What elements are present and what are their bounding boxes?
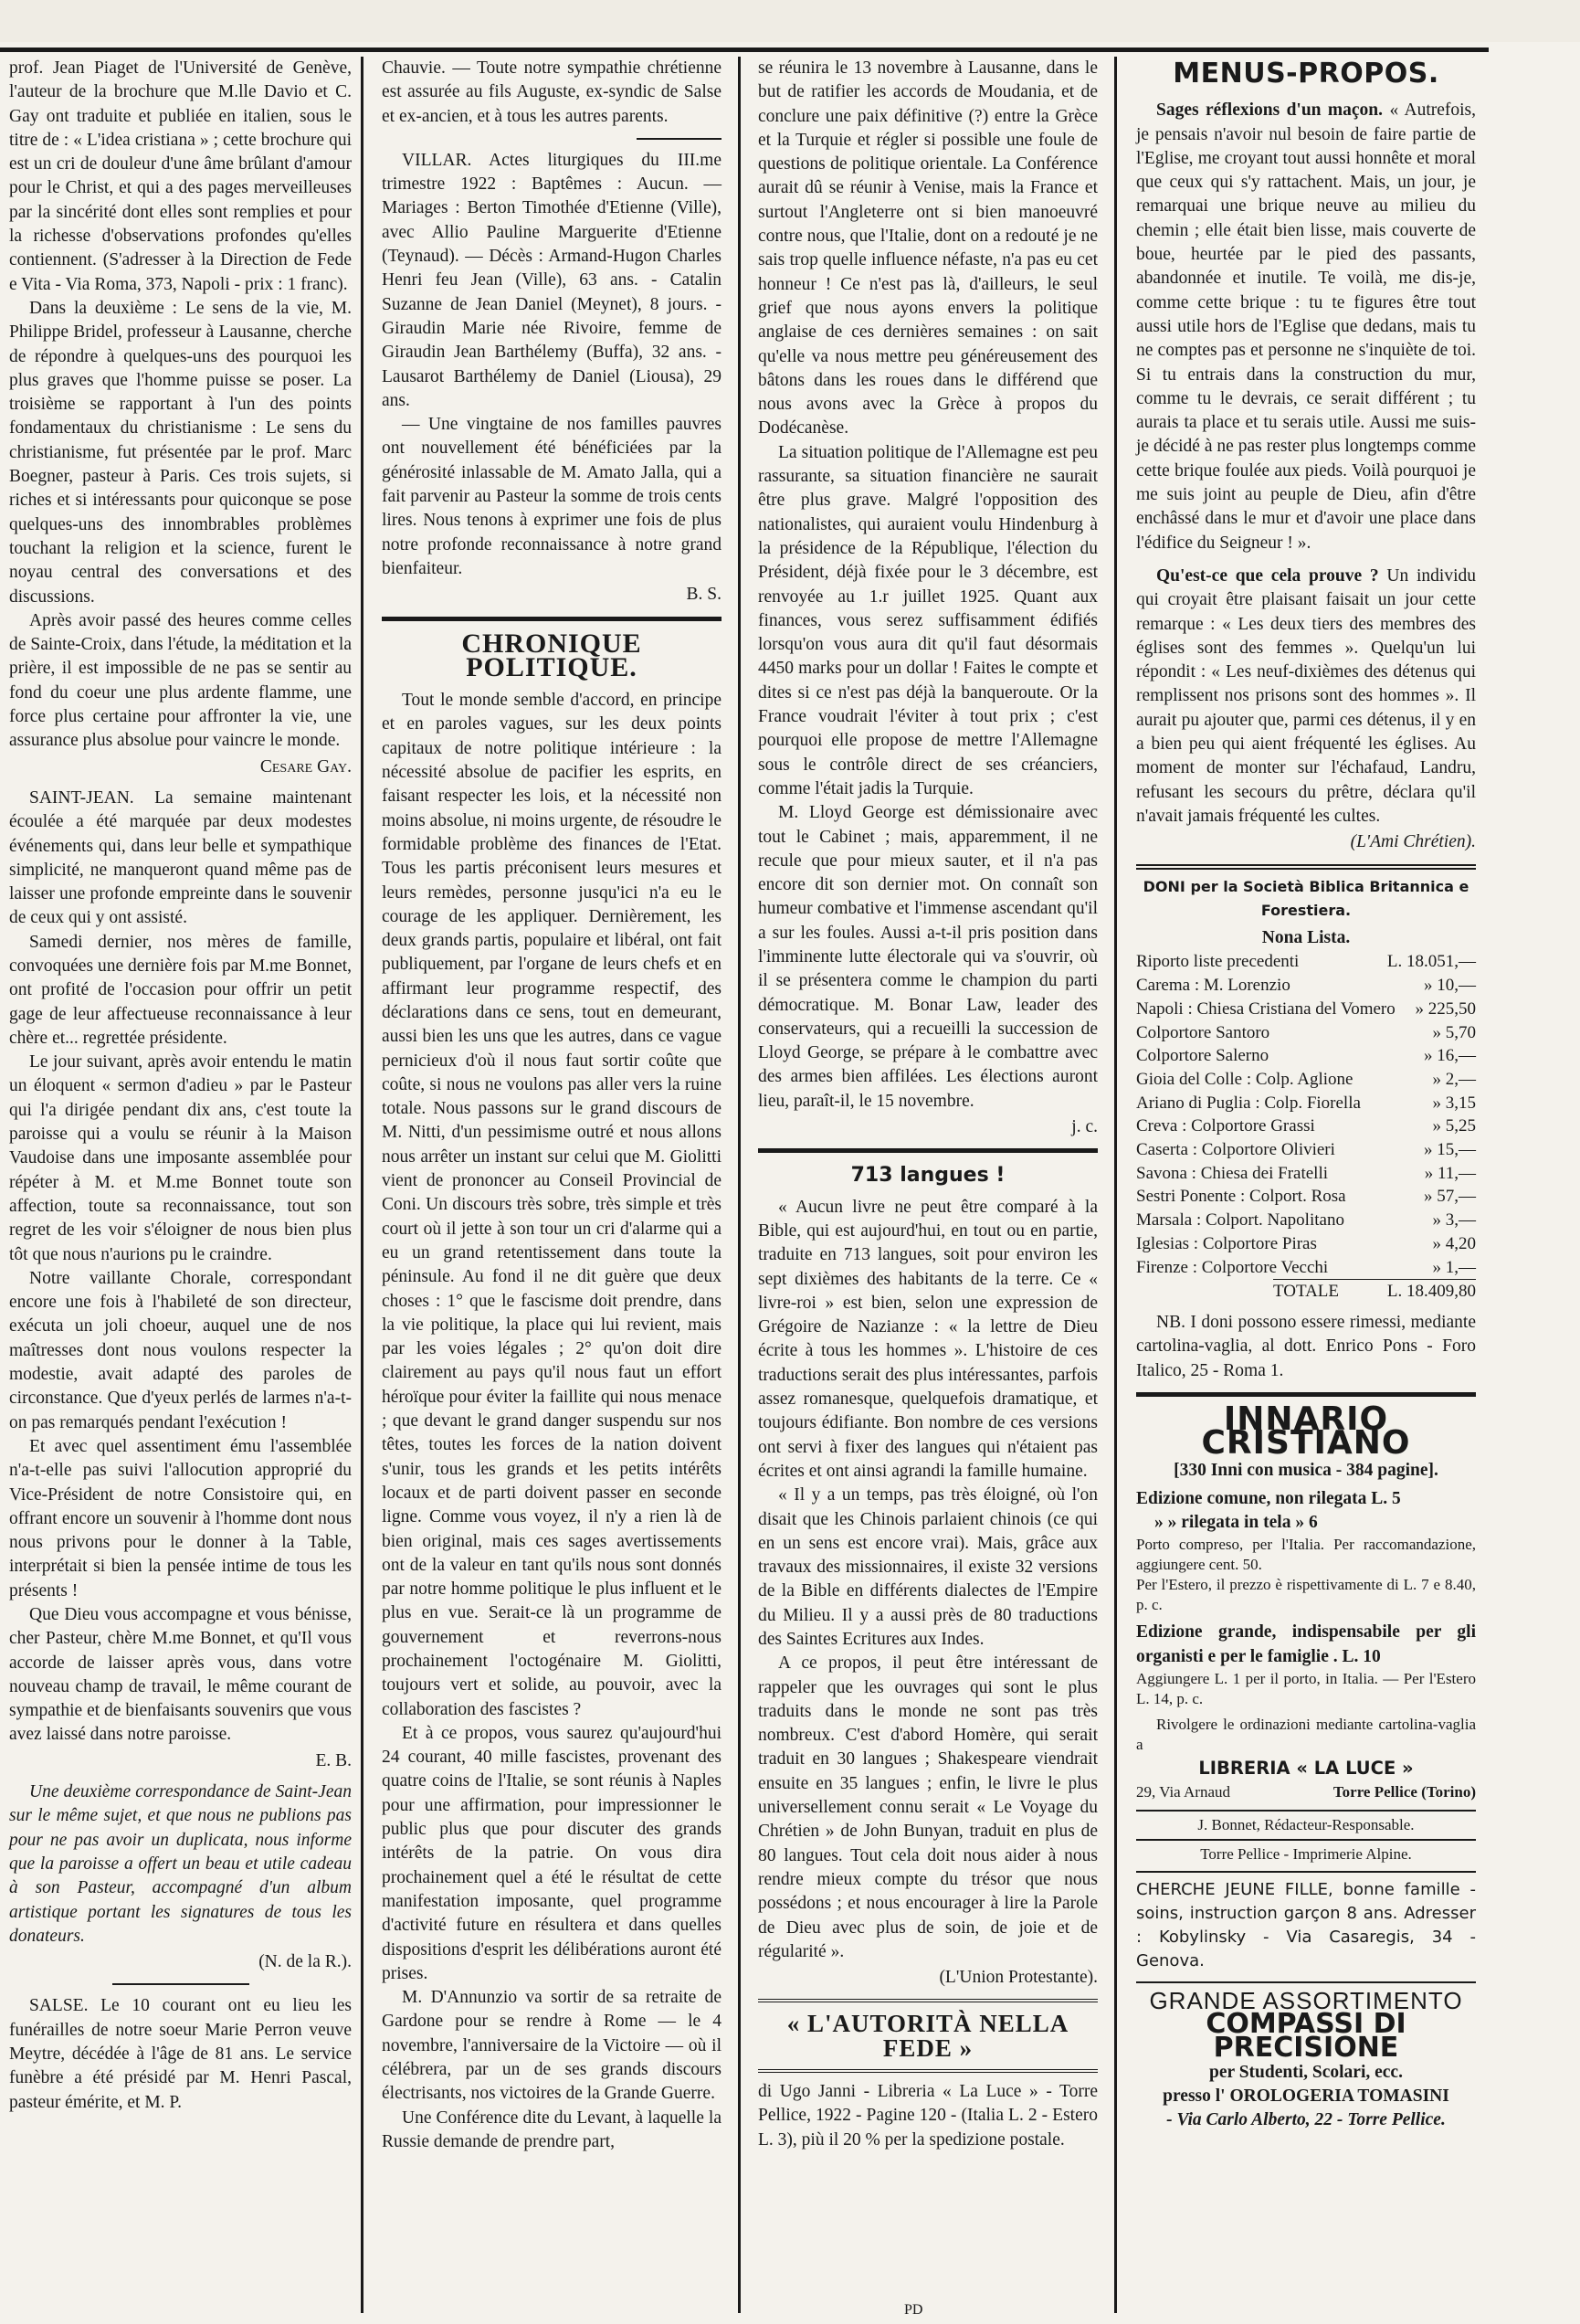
column-2 [382,57,722,2154]
doni-row [1136,1256,1476,1280]
libreria-street: 29, Via Arnaud [1136,1783,1231,1801]
doni-value: » 4,20 [1432,1233,1476,1253]
separator [637,138,722,140]
doni-label: Caserta : Colportore Olivieri [1136,1140,1335,1160]
assort-line2: COMPASSI DI PRECISIONE [1206,2007,1406,2065]
doni-row [1136,1044,1476,1068]
col3-paragraph: « Il y a un temps, pas très éloigné, où l'on disait que les Chinois parlaient chinois (ce qui en un sens est encore vrai). Mais, grâce aux travaux des missionnaires, il existe 32 versions de la Bible en différents dialectes de l'Empire du Milieu. Il y a aussi près de 80 traductions des Saintes Ecritures aux Indes. [758,1485,1098,1649]
col1-paragraph: Après avoir passé des heures comme celles de Sainte-Croix, dans l'étude, la méditation et la prière, il est impossible de ne pas se sentir au fond du coeur une plus ardente flamme, une force plus certaine pour affronter la vie, une assurance plus absolue pour vaincre le monde. [9,610,352,751]
doni-row [1136,1138,1476,1162]
doni-value: » 5,25 [1432,1116,1476,1136]
separator [112,1983,249,1985]
col2-paragraph: Une Conférence dite du Levant, à laquelle la Russie demande de prendre part, [382,2107,722,2151]
doni-label: Colportore Santoro [1136,1022,1270,1042]
doni-label: Creva : Colportore Grassi [1136,1116,1315,1136]
section-rule [1136,1981,1476,1983]
doni-row [1136,998,1476,1021]
doni-value: » 3,15 [1432,1093,1476,1113]
doni-label: Firenze : Colportore Vecchi [1136,1257,1329,1277]
doni-label: Colportore Salerno [1136,1046,1269,1066]
signature: j. c. [1071,1117,1098,1137]
doni-value: » 2,— [1432,1069,1476,1089]
innario-line: Rivolgere le ordinazioni mediante cartolina-vaglia a [1136,1715,1476,1753]
doni-row [1136,1162,1476,1186]
col2-paragraph: VILLAR. Actes liturgiques du III.me trimestre 1922 : Baptêmes : Aucun. — Mariages : Berton Timothée d'Etienne (Ville), avec Allio Pauline Marguerite d'Etienne (Teynaud). — Décès : Armand-Hugon Charles Henri feu Jean (Ville), 63 ans. - Catalin Suzanne de Jean Daniel (Meynet), 8 jours. - Giraudin Marie née Rivoire, femme de Giraudin Jean Barthélemy (Buffa), 32 ans. - Lausarot Barthélemy de Daniel (Liousa), 29 ans. [382,150,722,410]
col4-paragraph: « Autrefois, je pensais n'avoir nul besoin de faire partie de l'Eglise, me croyant tout aussi honnête et moral que ceux qui s'y rattachent. Mais, un jour, je remarquai une brique neuve au milieu du chemin ; elle était bien lisse, mais couverte de boue, heurtée par le pied des passants, abandonnée et inutile. Te voilà, me dis-je, comme cette brique : tu te figures être tout aussi utile hors de l'Eglise que dedans, mais tu ne comptes pas et personne ne s'inquiète de toi. Si tu entrais dans la construction du mur, comme tu le devrais, ce serait différent ; tu aurais ta place et tu serais utile. Aussi me suis-je décidé à ne pas rester plus longtemps comme cette brique foulée aux pieds. Voilà pourquoi je me suis joint au peuple de Dieu, afin d'être enchâssé dans le mur et d'avoir une place dans l'édifice du Seigneur ! ». [1136,100,1477,553]
col3-paragraph: « Aucun livre ne peut être comparé à la Bible, qui est aujourd'hui, en tout ou en partie, traduite en 713 langues, soit pour environ les sept dixièmes des habitants de la terre. Ce « livre-roi » est bien, selon une expression de Grégoire de Nazianze : « la lettre de Dieu écrite à tous les hommes ». L'histoire de ces traductions serait des plus intéressantes, parfois assez romanesque, quelquefois dramatique, et toujours édifiante. Bon nombre de ces versions ont servi à fixer des langues qui n'étaient pas écrites et ont ainsi agrandi la famille humaine. [758,1197,1098,1481]
signature: (L'Union Protestante). [939,1968,1098,1988]
header-band [0,0,1580,42]
top-rule [0,48,1489,52]
libreria-name: LIBRERIA « LA LUCE » [1198,1757,1414,1779]
column-rule [1114,57,1117,2313]
signature: (N. de la R.). [258,1952,352,1972]
doni-value: » 16,— [1424,1046,1476,1066]
doni-row [1136,974,1476,998]
doni-row [1136,950,1476,974]
book-ad-text: di Ugo Janni - Libreria « La Luce » - Torre Pellice, 1922 - Pagine 120 - (Italia L. 2 - Estero L. 3), più il 20 % per la spedizione postale. [758,2082,1098,2150]
section-rule [758,1148,1098,1153]
col2-paragraph: Et à ce propos, vous saurez qu'aujourd'hui 24 courant, 40 mille fascistes, provenant des quatre coins de l'Italie, se sont réunis à Naples pour une affirmation, pour impressionner le public plus que pour discuter des grands intérêts de la patrie. On vous dira prochainement quel a été le résultat de cette manifestation imposante, quel programme d'activité future en résultera et dans quelles dispositions d'esprit les délibérations auront été prises. [382,1723,722,1983]
doni-label: Iglesias : Colportore Piras [1136,1233,1317,1253]
assort-line1: GRANDE ASSORTIMENTO [1149,1986,1463,2014]
doni-row [1136,1232,1476,1256]
book-ad-title: « L'AUTORITÀ NELLA FEDE » [786,2010,1069,2062]
section-heading: CHRONIQUE POLITIQUE. [461,628,642,682]
doni-row [1136,1068,1476,1092]
subheading: Sages réflexions d'un maçon. [1156,100,1384,121]
doni-value: » 225,50 [1415,998,1476,1019]
doni-label: Napoli : Chiesa Cristiana del Vomero [1136,998,1396,1019]
col3-paragraph: A ce propos, il peut être intéressant de rappeler que les ouvrages qui sont le plus traduits dans le monde ne sont pas très nombreux. C'est d'abord Homère, qui serait traduit en 30 langues ; Shakespeare viendrait ensuite en 35 langues ; enfin, le livre le plus universellement connu serait « Le Voyage du Chrétien » de John Bunyan, traduit en plus de 80 langues. Tout cela doit nous aider à nous rendre mieux compte du trésor que nous possédons ; et nous encourager à lire la Parole de Dieu avec plus de soin, de joie et de régularité ». [758,1653,1098,1961]
signature: B. S. [686,585,722,605]
section-rule [1136,864,1476,870]
innario-line: Porto compreso, per l'Italia. Per raccomandazione, aggiungere cent. 50. [1136,1536,1476,1574]
section-rule [382,617,722,621]
section-rule [1136,1392,1476,1397]
col4-paragraph: Un individu qui croyait être plaisant faisait un jour cette remarque : « Les deux tiers des membres des églises sont des femmes ». Quelqu'un lui répondit : « Les neuf-dixièmes des détenus qui remplissent nos prisons sont des hommes ». Il aurait pu ajouter que, parmi ces détenus, il y en a bien peu qui aient fréquenté les églises. Au moment de monter sur l'échafaud, Landru, refusant les secours du prêtre, déclara qu'il n'avait jamais fréquenté les cultes. [1136,565,1476,826]
doni-row [1136,1021,1476,1045]
classified-ad: CHERCHE JEUNE FILLE, bonne famille - soins, instruction garçon 8 ans. Adresser : Kobylinsky - Via Casaregis, 34 - Genova. [1136,1879,1476,1971]
doni-value: » 15,— [1424,1140,1476,1160]
col1-paragraph: Et avec quel assentiment ému l'assemblée n'a-t-elle pas suivi l'allocution approprié du Vice-Président de notre Consistoire qui, en offrant encore un souvenir à l'homme dont nous nous privons pour le donner à la Table, interprétait si bien la pensée intime de tous les présents ! [9,1436,352,1600]
doni-label: Gioia del Colle : Colp. Aglione [1136,1069,1354,1089]
col1-paragraph: Que Dieu vous accompagne et vous bénisse, cher Pasteur, chère M.me Bonnet, et qu'Il vous accorde de laisser après vous, dans votre nouveau champ de travail, le même courant de sympathie et de bienfaisants souvenirs que vous avez laissé dans notre paroisse. [9,1605,352,1745]
col1-paragraph: prof. Jean Piaget de l'Université de Genève, l'auteur de la brochure que M.lle Davio et C. Gay ont traduite et publiée en italien, sous le titre de : « L'idea cristiana » ; cette brochure qui est un cri de douleur d'une âme brûlant d'amour pour le Christ, et qui a des pages merveilleuses par la sincérité dont elles sont remplies et pour la richesse d'observations profondes qu'elles contiennent. (S'adresser à la Direction de Fede e Vita - Via Roma, 373, Napoli - prix : 1 franc). [9,58,352,294]
col1-paragraph: Notre vaillante Chorale, correspondant encore une fois à l'habileté de son directeur, exécuta un joli choeur, auquel une de nos maîtresses dont nous voulons respecter la modestie, avait adapté des paroles de circonstance. Que d'yeux perlés de larmes n'a-t-on pas remarqués pendant l'exécution ! [9,1268,352,1432]
doni-total-row [1273,1279,1476,1304]
innario-title: INNARIO CRISTIANO [1201,1400,1411,1463]
innario-line: Per l'Estero, il prezzo è rispettivamente di L. 7 e 8.40, p. c. [1136,1576,1476,1614]
col1-paragraph: Dans la deuxième : Le sens de la vie, M. Philippe Bridel, professeur à Lausanne, cherche de répondre à quelques-uns des pourquoi les plus graves que l'homme puisse se poser. La troisième se rapportant à l'un des points fondamentaux du christianisme : Le sens du christianisme, fut présentée par le prof. Marc Boegner, pasteur à Paris. Ces trois sujets, si riches et si intéressants pour quiconque se pose quelques-uns des innombrables problèmes touchant la religion et la science, furent le noyau central des conversations et des discussions. [9,298,352,607]
col1-note: Une deuxième correspondance de Saint-Jean sur le même sujet, et que nous ne publions pas pour ne pas avoir un duplicata, nous informe que la paroisse a offert un beau et utile cadeau à son Pasteur, accompagné d'un album artistique portant les signatures de tous les donateurs. [9,1782,352,1946]
editor-line: J. Bonnet, Rédacteur-Responsable. [1197,1815,1415,1833]
doni-label: Ariano di Puglia : Colp. Fiorella [1136,1093,1361,1113]
doni-value: » 5,70 [1432,1022,1476,1042]
page-number: PD [904,2302,923,2318]
assort-line5: - Via Carlo Alberto, 22 - Torre Pellice. [1166,2110,1446,2130]
col3-paragraph: M. Lloyd George est démissionaire avec tout le Cabinet ; mais, apparemment, il ne recule que pour mieux sauter, et il n'a pas encore dit son dernier mot. On connaît son humeur combative et l'immense ascendant qu'il a sur les foules. Aussi a-t-il pris position dans l'imminente lutte électorale qui va s'ouvrir, où il se présentera comme le champion du parti démocratique. M. Bonar Law, leader des conservateurs, qui a recueilli la succession de Lloyd George, se prépare à le combattre avec des armes bien affilées. Les élections auront lieu, paraît-il, le 15 novembre. [758,803,1098,1111]
libreria-address [1136,1780,1476,1804]
section-rule [1136,1810,1476,1812]
doni-label: Sestri Ponente : Colport. Rosa [1136,1187,1346,1207]
doni-label: Savona : Chiesa dei Fratelli [1136,1163,1329,1183]
assort-line4: presso l' OROLOGERIA TOMASINI [1163,2086,1449,2106]
signature: Cesare Gay. [259,756,352,776]
section-rule [1136,1871,1476,1873]
column-rule [361,57,363,2313]
doni-value: » 57,— [1424,1187,1476,1207]
doni-value: L. 18.051,— [1386,952,1476,972]
col1-paragraph: SALSE. Le 10 courant ont eu lieu les funérailles de notre soeur Marie Perron veuve Meytre, décédée à l'âge de 81 ans. Le service funèbre a été présidé par M. Henri Pascal, pasteur émérite, et M. P. [9,1996,352,2112]
doni-label: Riporto liste precedenti [1136,952,1300,972]
innario-line: » » rilegata in tela » 6 [1154,1513,1318,1533]
doni-total-label: TOTALE [1273,1282,1340,1302]
innario-line: Edizione grande, indispensabile per gli organisti e per le famiglie . L. 10 [1136,1622,1476,1666]
doni-label: Carema : M. Lorenzio [1136,976,1290,996]
innario-line: Edizione comune, non rilegata L. 5 [1136,1488,1401,1508]
assort-line3: per Studenti, Scolari, ecc. [1209,2062,1403,2082]
doni-label: Marsala : Colport. Napolitano [1136,1210,1344,1231]
col3-paragraph: se réunira le 13 novembre à Lausanne, dans le but de ratifier les accords de Moudania, et de conclure une paix définitive (?) entre la Grèce et la Turquie et régler si possible une foule de questions de politique orientale. La Conférence aurait dû se réunir à Venise, mais la France et surtout l'Angleterre ont si bien manoeuvré contre nous, que l'Italie, dont on a redouté je ne sais trop quelle influence néfaste, n'a pas eu cet honneur ! Ce n'est pas là, d'ailleurs, le seul grief que nous ayons envers la politique anglaise de ces dernières semaines : on sait qu'elle va nous mettre peu généreusement des bâtons dans les roues dans le différend que nous avons avec la Grèce à propos du Dodécanèse. [758,58,1098,438]
doni-value: » 11,— [1424,1163,1476,1183]
doni-subtitle: Nona Lista. [1261,928,1351,948]
doni-row [1136,1209,1476,1232]
libreria-city: Torre Pellice (Torino) [1332,1783,1476,1801]
col2-paragraph: Tout le monde semble d'accord, en principe et en paroles vagues, sur les deux points capitaux de notre politique intérieure : la nécessité absolue de pacifier les esprits, en faisant respecter les lois, et la nécessité non moins absolue, ni moins urgente, de résoudre le formidable problème des finances de l'Etat. Tous les partis préconisent leurs mesures et leurs remèdes, personne jusqu'ici n'a eu le courage de les appliquer. Dernièrement, les deux grands partis, populaire et libéral, ont fait publiquement, par l'organe de leurs chefs et en affirmant leur programme respectif, des déclarations dans ce sens, tout en demeurant, aussi bien les uns que les autres, dans ce vague pernicieux d'où il nous faut sortir coûte que coûte, si nous ne voulons pas aller vers la ruine totale. Nous passons sur le grand discours de M. Nitti, d'un pessimisme outré et nous allons nous arrêter un instant sur celui que M. Giolitti vient de prononcer au Conseil Provincial de Coni. Un discours très sobre, très simple et très court où il jette à son tour un cri d'alarme qui a eu un grand retentissement dans toute la péninsule. Au fond il ne dit guère que deux choses : 1° que le fascisme doit prendre, dans la vie politique, la place qui lui revient, mais par les voies légales ; 2° qu'on doit dire clairement au pays qu'il nous faut un effort héroïque pour éviter la faillite qui nous menace ; que devant le grand danger suspendu sur nos têtes, toutes les forces de la nation doivent s'unir, tous les grands et les petits intérêts locaux et de parti doivent passer en seconde ligne. Comme vous voyez, il n'y a rien là de bien original, mais ces sages avertissements ont de la valeur en tant qu'ils nous sont donnés par notre homme politique le plus influent et le plus en vue. Serait-ce là un programme de gouvernement et reverrons-nous prochainement l'octogénaire M. Giolitti, toujours vert et solide, au pouvoir, avec la collaboration des fascistes ? [382,691,722,1719]
col1-paragraph: SAINT-JEAN. La semaine maintenant écoulée a été marquée par deux modestes événements qui, dans leur belle et sympathique simplicité, ne manqueront quand même pas de laisser une profonde empreinte dans le souvenir de ceux qui y ont assisté. [9,787,352,928]
doni-row [1136,1114,1476,1138]
section-heading: 713 langues ! [850,1164,1006,1188]
doni-total-value: L. 18.409,80 [1386,1282,1476,1302]
col2-paragraph: Chauvie. — Toute notre sympathie chrétienne est assurée au fils Auguste, ex-syndic de Salse et ex-ancien, et à tous les autres parents. [382,58,722,126]
printer-line: Torre Pellice - Imprimerie Alpine. [1200,1845,1412,1864]
column-4 [1136,57,1476,2132]
doni-value: » 10,— [1424,976,1476,996]
innario-line: Aggiungere L. 1 per il porto, in Italia. — Per l'Estero L. 14, p. c. [1136,1669,1476,1707]
doni-row [1136,1185,1476,1209]
subheading: Qu'est-ce que cela prouve ? [1156,565,1379,586]
doni-value: » 3,— [1432,1210,1476,1231]
section-heading: MENUS-PROPOS. [1173,58,1439,90]
section-rule [1136,1839,1476,1841]
column-1 [9,57,352,2115]
doni-value: » 1,— [1432,1257,1476,1277]
col3-paragraph: La situation politique de l'Allemagne est peu rassurante, sa situation financière ne saurait être plus grave. Malgré l'opposition des nationalistes, qui auraient voulu Hindenburg à la présidence de la République, l'élection du Président, déjà fixée pour le 3 décembre, est renvoyée au 1.r juillet 1925. Quant aux finances, vous serez suffisamment édifiés lorsqu'on vous aura dit qu'il faut désormais 4450 marks pour un dollar ! Faites le compte et dites si ce n'est pas déjà la banqueroute. Or la France voudrait l'éviter à tout prix ; c'est pourquoi elle propose de mettre l'Allemagne sous le contrôle direct de ses créanciers, comme l'était jadis la Turquie. [758,442,1098,798]
innario-subtitle: [330 Inni con musica - 384 pagine]. [1174,1461,1438,1481]
column-rule [738,57,741,2313]
column-3 [758,57,1098,2152]
doni-row [1136,1092,1476,1115]
doni-note: NB. I doni possono essere rimessi, mediante cartolina-vaglia, al dott. Enrico Pons - Foro Italico, 25 - Roma 1. [1136,1312,1476,1380]
doni-list [1136,950,1476,1279]
col1-paragraph: Le jour suivant, après avoir entendu le matin un éloquent « sermon d'adieu » par le Pasteur qui l'a dirigée pendant dix ans, c'est toute la paroisse qui a voulu se réunir à la Maison Vaudoise dans une imposante assemblée pour répéter à M. et M.me Bonnet toute son affection, toute sa reconnaissance, tout son regret de les voir s'éloigner de nous bien plus tôt que nous n'aurions pu le craindre. [9,1052,352,1264]
col2-paragraph: — Une vingtaine de nos familles pauvres ont nouvellement été bénéficiées par la générosité inlassable de M. Amato Jalla, qui a fait parvenir au Pasteur la somme de trois cents lires. Nous tenons à exprimer une fois de plus notre profonde reconnaissance à notre grand bienfaiteur. [382,415,722,578]
book-ad [758,1999,1098,2073]
col2-paragraph: M. D'Annunzio va sortir de sa retraite de Gardone pour se rendre à Rome — le 4 novembre, l'anniversaire de la Victoire — où il célébrera, par un de ses grands discours électrisants, nos victoires de la Grande Guerre. [382,1988,722,2104]
col1-paragraph: Samedi dernier, nos mères de famille, convoquées une dernière fois par M.me Bonnet, ont profité de l'occasion pour offrir un petit gage de leur affectueuse reconnaissance à leur chère et... regrettée présidente. [9,932,352,1048]
doni-title: DONI per la Società Biblica Britannica e Forestiera. [1143,877,1469,919]
signature: (L'Ami Chrétien). [1350,832,1476,852]
signature: E. B. [315,1750,352,1770]
